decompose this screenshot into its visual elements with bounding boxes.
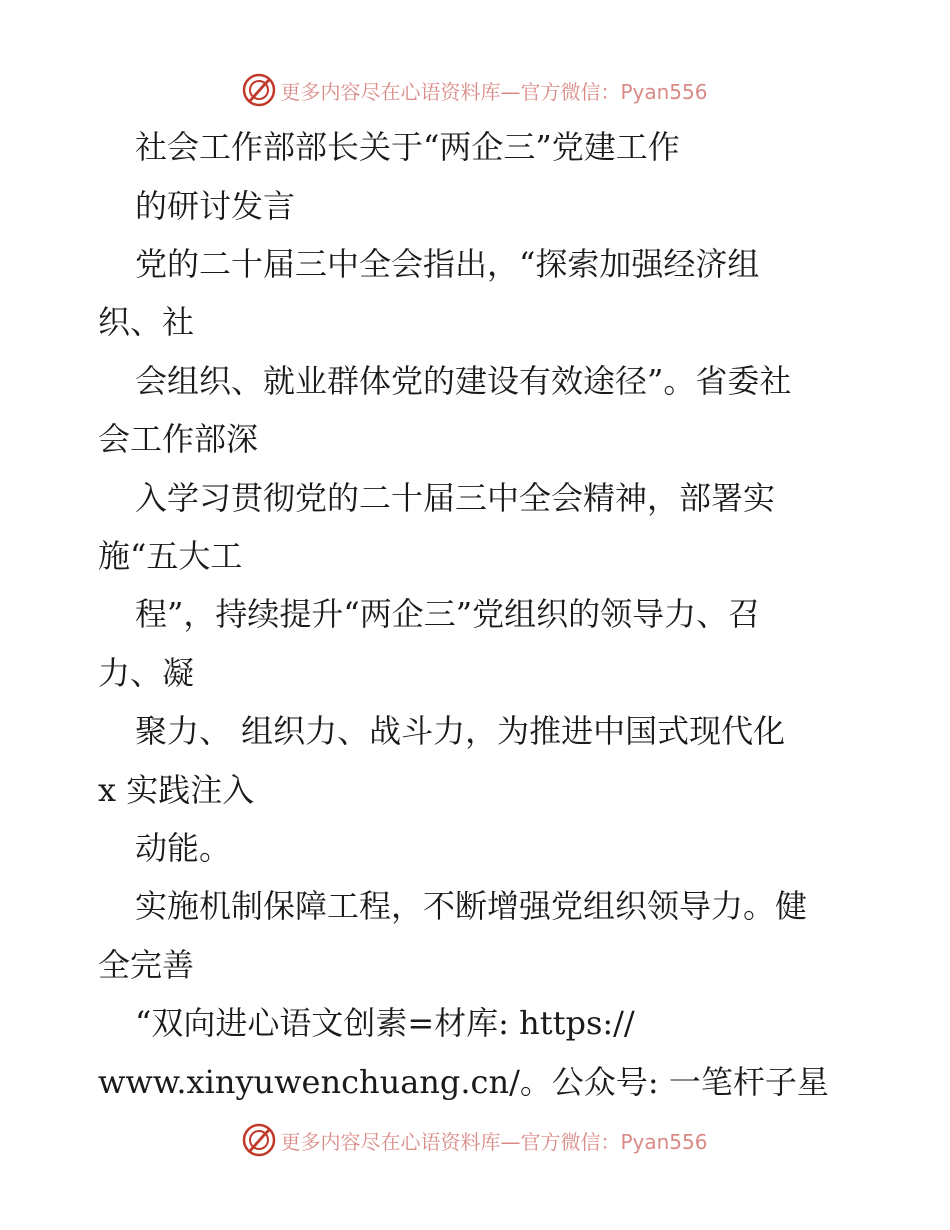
text-line: 入学习贯彻党的二十届三中全会精神，部署实: [135, 479, 776, 517]
text-line: 施“五大工: [98, 537, 243, 575]
text-line: 的研讨发言: [135, 187, 296, 225]
text-line: 会组织、就业群体党的建设有效途径”。省委社: [135, 362, 792, 400]
header-banner: [0, 70, 950, 110]
text-line: 织、社: [98, 303, 195, 341]
text-line: “双向进心语文创素=材库: https://: [135, 1004, 635, 1042]
brand-logo-icon: [242, 73, 276, 107]
text-line: 会工作部深: [98, 420, 259, 458]
text-line: 聚力、 组织力、战斗力，为推进中国式现代化: [135, 712, 786, 750]
text-line: 力、凝: [98, 654, 195, 692]
brand-logo-icon: [242, 1123, 276, 1157]
text-line: 动能。: [135, 829, 232, 867]
text-line: www.xinyuwenchuang.cn/。公众号: 一笔杆子星: [98, 1063, 829, 1101]
footer-banner-text: 更多内容尽在心语资料库—官方微信：Pyan556: [280, 1129, 708, 1154]
text-line: 社会工作部部长关于“两企三”党建工作: [135, 128, 680, 166]
text-line: 实施机制保障工程，不断增强党组织领导力。健: [135, 887, 808, 925]
footer-banner: [0, 1120, 950, 1160]
text-line: 全完善: [98, 946, 195, 984]
text-line: 党的二十届三中全会指出，“探索加强经济组: [135, 245, 760, 283]
text-line: x 实践注入: [98, 771, 255, 809]
text-line: 程”，持续提升“两企三”党组织的领导力、召: [135, 595, 761, 633]
header-banner-text: 更多内容尽在心语资料库—官方微信：Pyan556: [280, 79, 708, 104]
